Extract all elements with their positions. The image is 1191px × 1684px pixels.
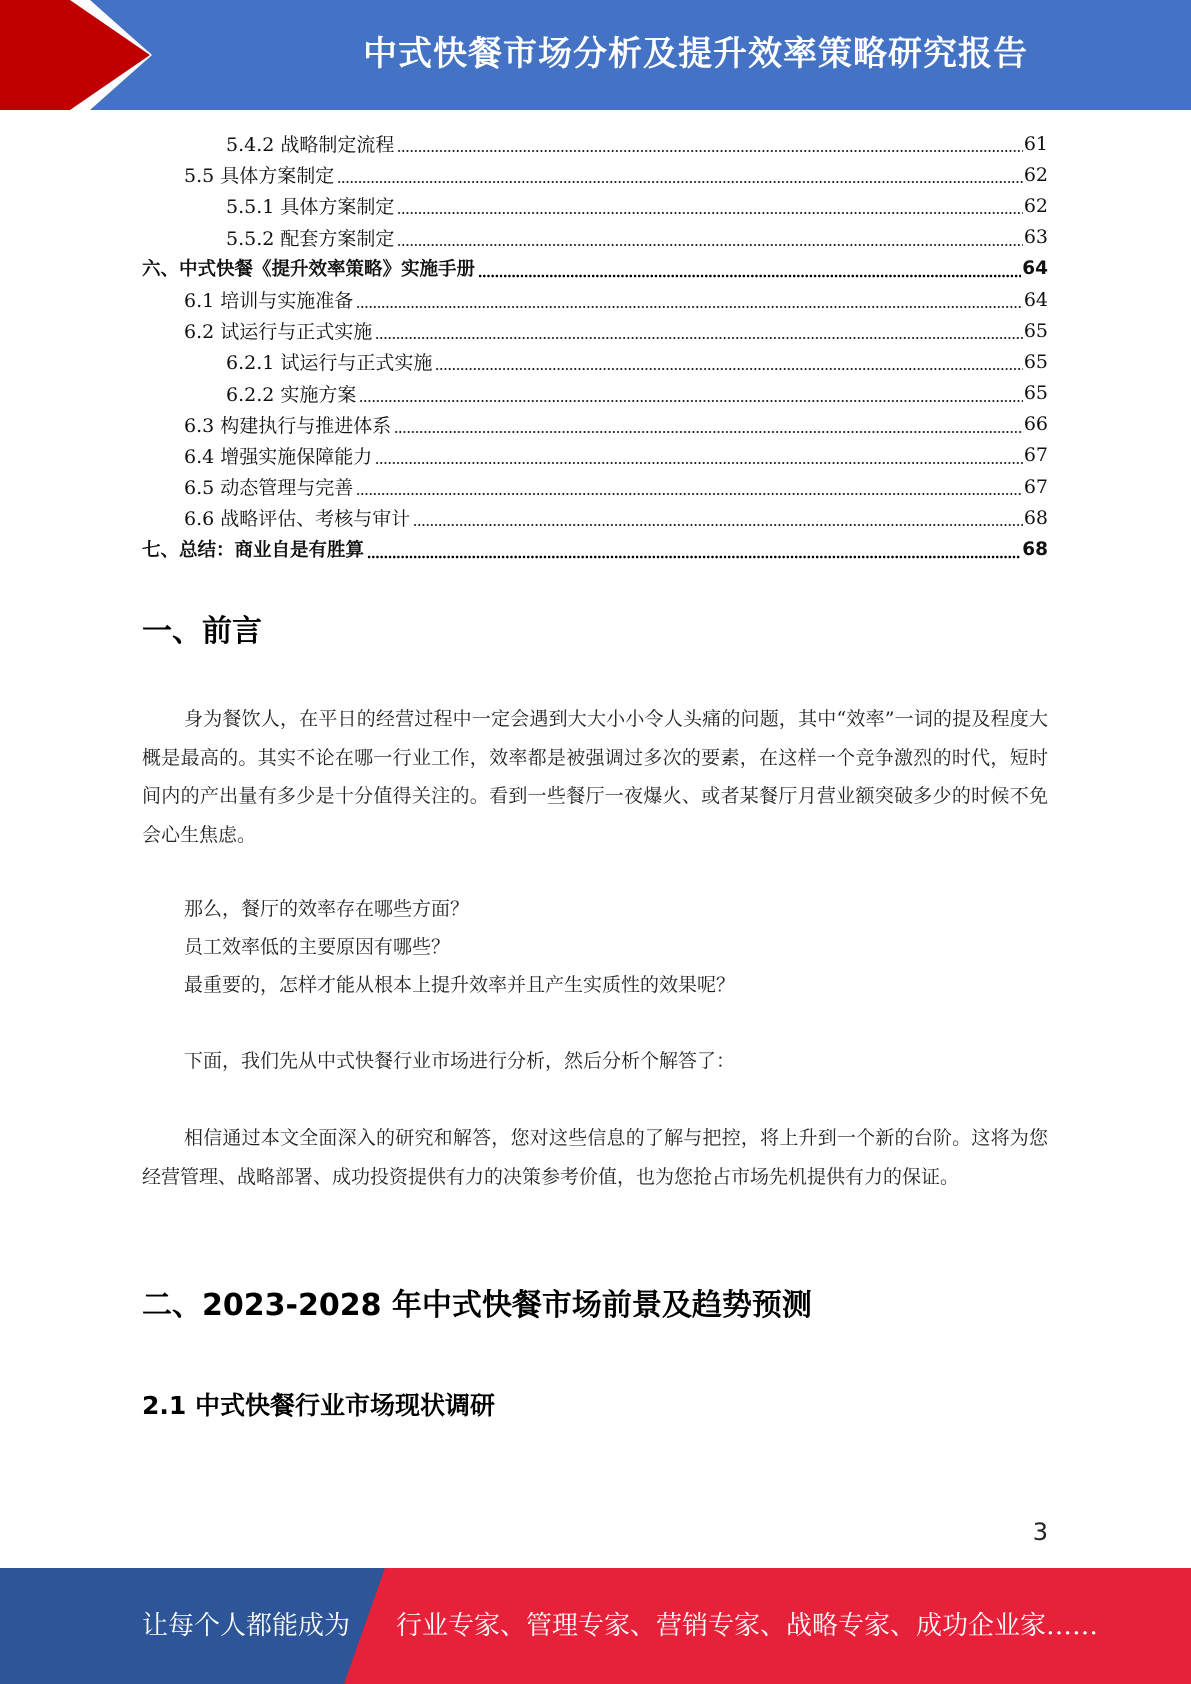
toc-entry[interactable]: [142, 159, 1048, 190]
toc-entry-label: 6.2.2 实施方案: [226, 383, 357, 406]
toc-leader: [337, 167, 1023, 186]
question-line: 员工效率低的主要原因有哪些？: [184, 936, 451, 958]
toc-entry-label: 5.5.2 配套方案制定: [226, 227, 395, 250]
toc-entry[interactable]: [142, 315, 1048, 346]
toc-entry-page: 64: [1023, 288, 1048, 311]
question-line: 那么，餐厅的效率存在哪些方面？: [184, 898, 470, 920]
toc-leader: [375, 323, 1023, 342]
toc-entry-label: 6.5 动态管理与完善: [184, 477, 354, 500]
toc-leader: [356, 292, 1023, 311]
toc-entry[interactable]: [142, 128, 1048, 159]
toc-entry-page: 62: [1023, 194, 1048, 217]
subsection-heading: 2.1 中式快餐行业市场现状调研: [142, 1391, 495, 1420]
toc-leader: [397, 136, 1022, 155]
toc-entry[interactable]: [142, 471, 1048, 502]
toc-entry-page: 65: [1023, 319, 1048, 342]
toc-entry-page: 67: [1023, 475, 1048, 498]
toc-leader: [394, 417, 1023, 436]
toc-leader: [367, 542, 1021, 561]
toc-entry-page: 65: [1023, 350, 1048, 373]
section-heading: 一、前言: [142, 614, 262, 649]
toc-entry-label: 6.1 培训与实施准备: [184, 290, 354, 313]
toc-leader: [356, 479, 1023, 498]
toc-entry-page: 68: [1022, 538, 1048, 560]
page-header: [0, 0, 1191, 110]
toc-entry-page: 61: [1023, 132, 1048, 155]
toc-leader: [397, 230, 1022, 249]
toc-entry[interactable]: [142, 502, 1048, 533]
toc-entry-page: 64: [1022, 257, 1048, 279]
toc-leader: [435, 354, 1022, 373]
toc-entry-label: 6.6 战略评估、考核与审计: [184, 508, 411, 531]
body-paragraph: 相信通过本文全面深入的研究和解答，您对这些信息的了解与把控，将上升到一个新的台阶。这将为您经营管理、战略部署、成功投资提供有力的决策参考价值，也为您抢占市场先机提供有力的保证。: [142, 1127, 1048, 1188]
toc-entry-page: 63: [1023, 226, 1048, 249]
toc-entry-label: 六、中式快餐《提升效率策略》实施手册: [142, 259, 476, 281]
toc-entry[interactable]: [142, 253, 1048, 284]
toc-entry-page: 66: [1023, 413, 1048, 436]
toc-entry-label: 6.2.1 试运行与正式实施: [226, 352, 433, 375]
toc-leader: [359, 386, 1022, 405]
toc-entry-label: 6.3 构建执行与推进体系: [184, 414, 392, 437]
page-number: 3: [1032, 1518, 1048, 1546]
toc-entry-label: 6.2 试运行与正式实施: [184, 321, 373, 344]
toc-entry-page: 68: [1023, 506, 1048, 529]
header-title: 中式快餐市场分析及提升效率策略研究报告: [363, 34, 1028, 74]
toc-leader: [375, 448, 1023, 467]
toc-entry[interactable]: [142, 533, 1048, 564]
toc-entry-label: 5.5 具体方案制定: [184, 165, 335, 188]
toc-entry-label: 七、总结：商业自是有胜算: [142, 540, 365, 562]
page-footer: [0, 1568, 1191, 1684]
toc-entry[interactable]: [142, 222, 1048, 253]
toc-entry[interactable]: [142, 440, 1048, 471]
toc-entry[interactable]: [142, 409, 1048, 440]
footer-slogan-right: 行业专家、管理专家、营销专家、战略专家、成功企业家……: [396, 1611, 1099, 1641]
section-heading: 二、2023-2028 年中式快餐市场前景及趋势预测: [142, 1288, 812, 1323]
toc-entry[interactable]: [142, 284, 1048, 315]
toc-entry-label: 6.4 增强实施保障能力: [184, 445, 373, 468]
toc-entry-label: 5.5.1 具体方案制定: [226, 196, 395, 219]
toc-entry-label: 5.4.2 战略制定流程: [226, 134, 395, 157]
toc-entry-page: 67: [1023, 444, 1048, 467]
toc-entry[interactable]: [142, 378, 1048, 409]
toc-entry[interactable]: [142, 346, 1048, 377]
footer-slogan-left: 让每个人都能成为: [142, 1611, 351, 1641]
toc-entry-page: 65: [1023, 382, 1048, 405]
body-paragraph: 身为餐饮人，在平日的经营过程中一定会遇到大大小小令人头痛的问题，其中“效率”一词的提及程度大概是最高的。其实不论在哪一行业工作，效率都是被强调过多次的要素，在这样一个竞争激烈的时代，短时间内的产出量有多少是十分值得关注的。看到一些餐厅一夜爆火、或者某餐厅月营业额突破多少的时候不免会心生焦虑。: [142, 708, 1048, 846]
toc-entry-page: 62: [1023, 163, 1048, 186]
toc-entry[interactable]: [142, 190, 1048, 221]
question-line: 最重要的，怎样才能从根本上提升效率并且产生实质性的效果呢？: [184, 974, 736, 996]
header-arrow-decoration: [0, 0, 220, 110]
toc-leader: [478, 261, 1021, 280]
toc-leader: [397, 198, 1022, 217]
table-of-contents: [142, 128, 1048, 565]
toc-leader: [413, 510, 1023, 529]
body-paragraph: 下面，我们先从中式快餐行业市场进行分析，然后分析个解答了：: [184, 1050, 736, 1072]
